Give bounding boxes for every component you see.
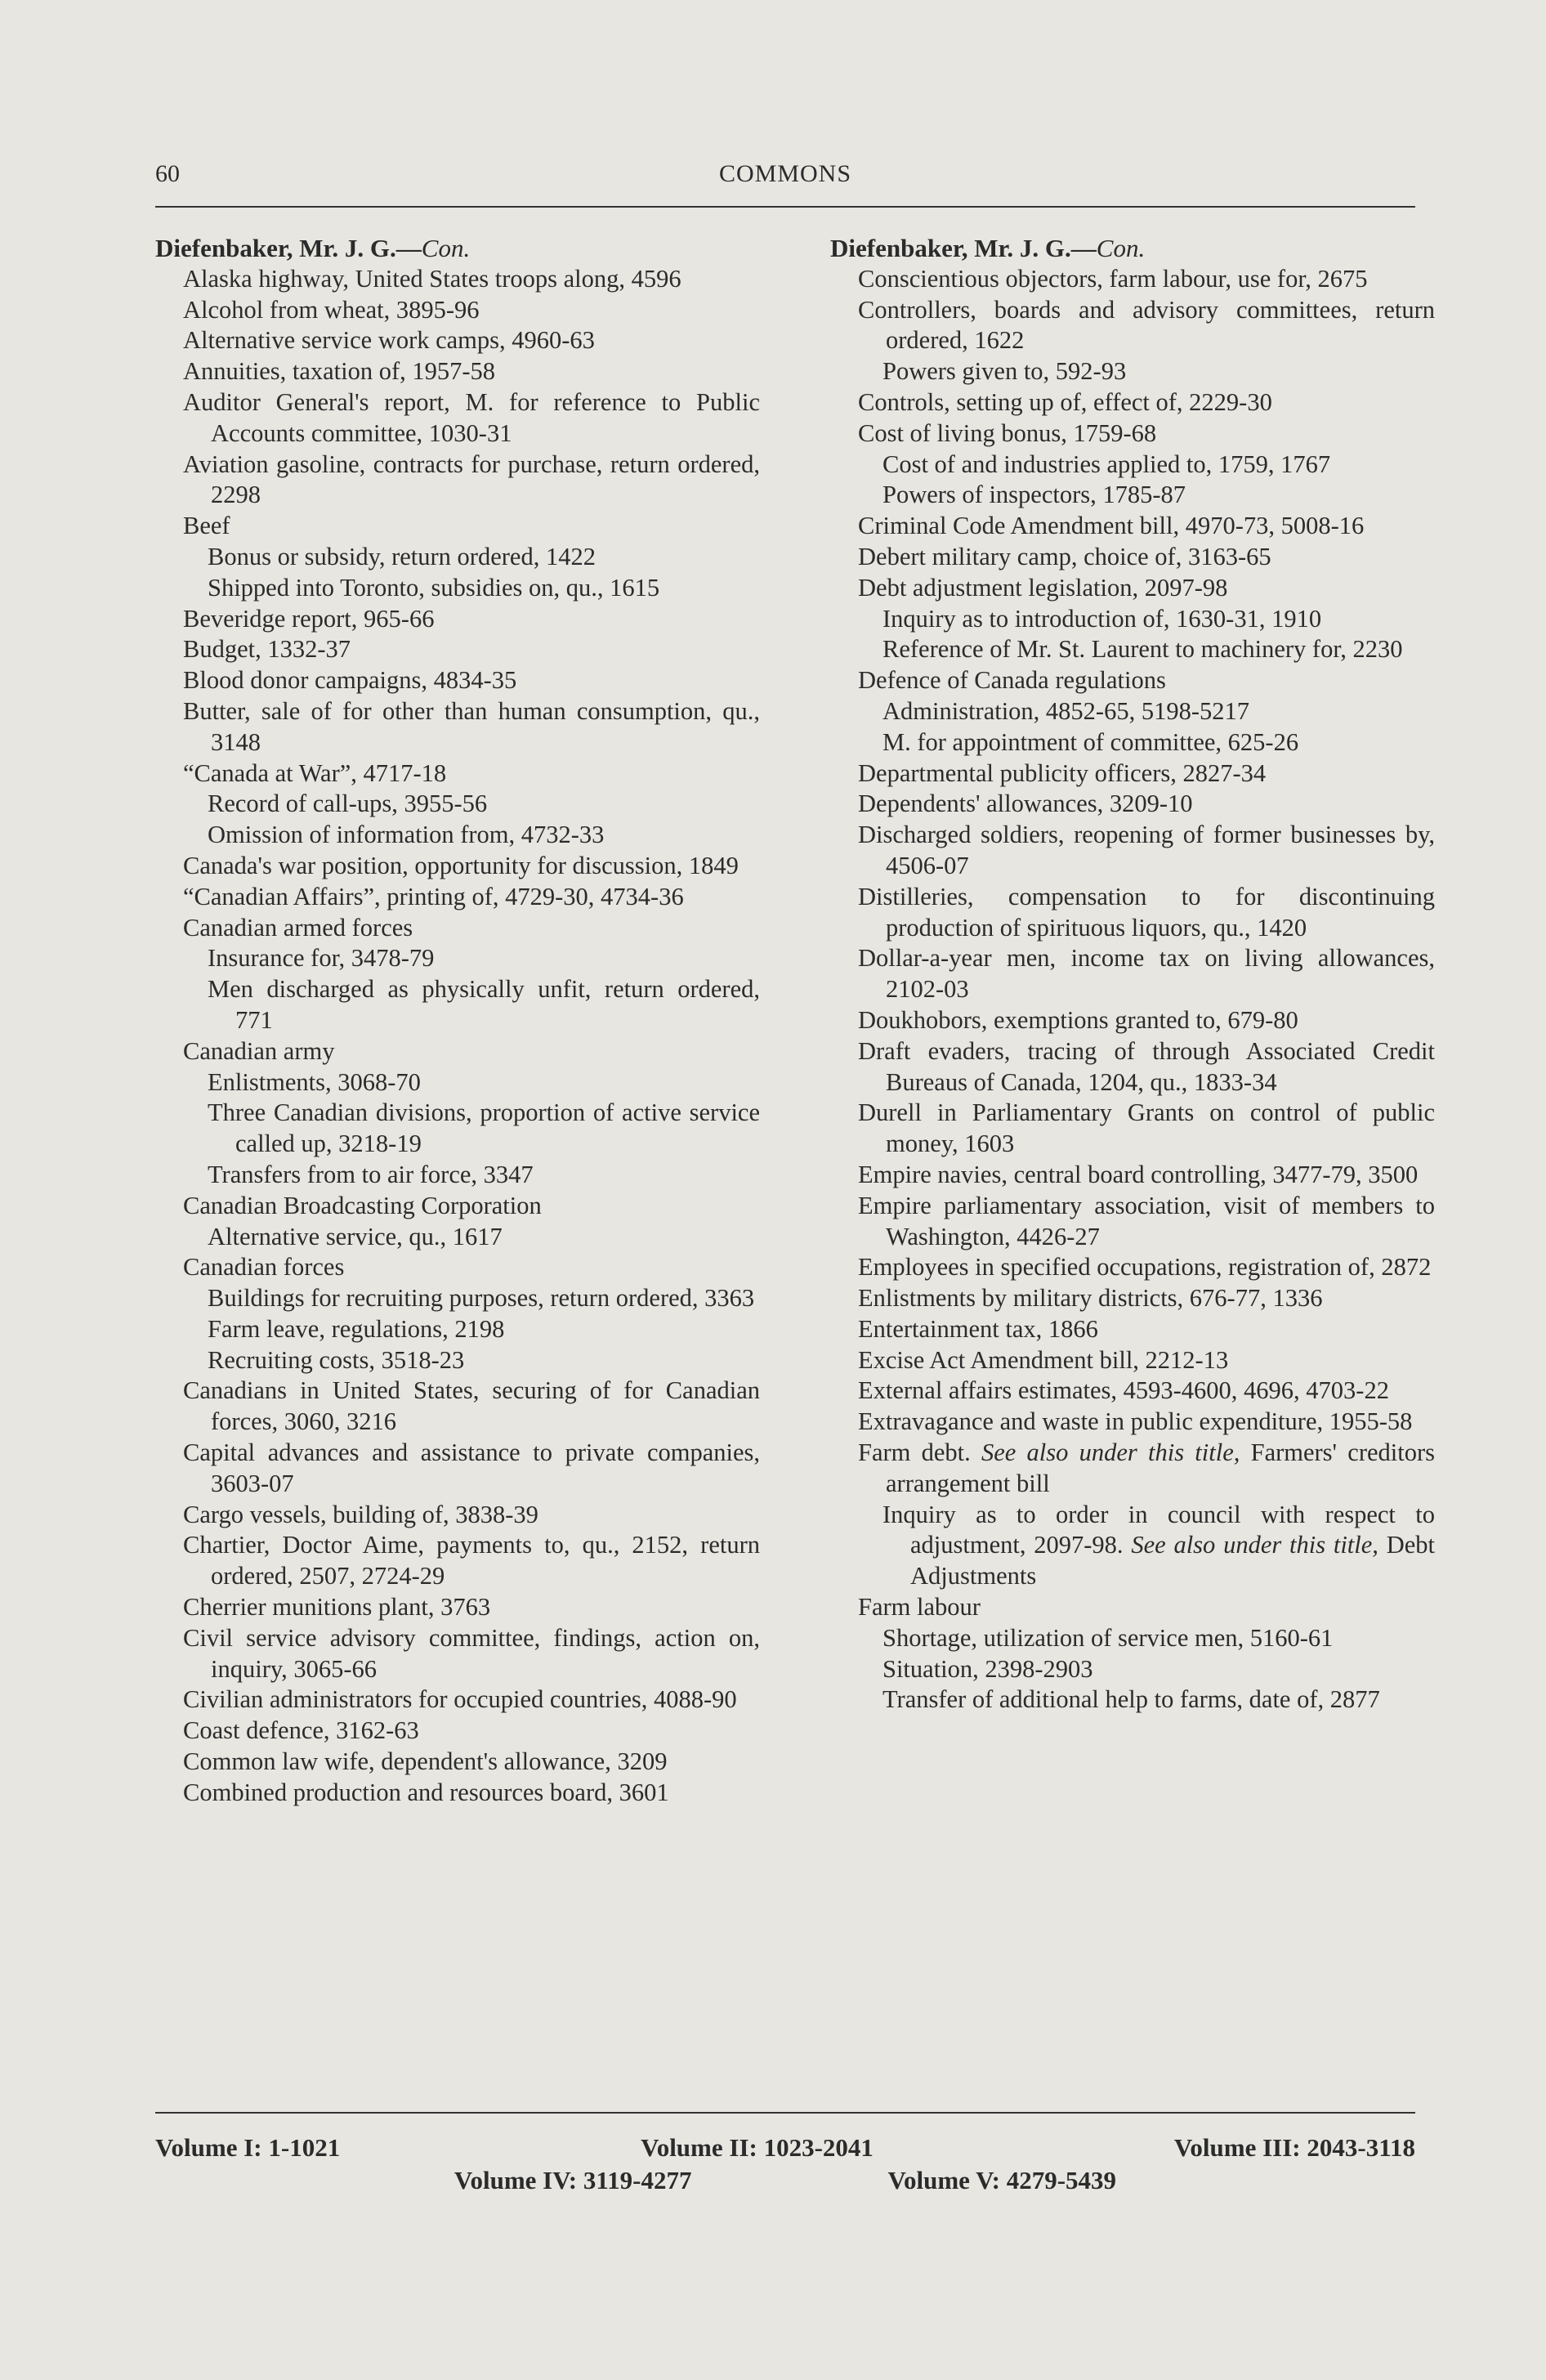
right-column — [830, 233, 1435, 1716]
index-entry: Doukhobors, exemptions granted to, 679-80 — [858, 1005, 1298, 1034]
left-column — [155, 233, 760, 1809]
footer-row — [155, 2133, 1415, 2166]
index-entry: Chartier, Doctor Aime, payments to, qu., 2152, return ordered, 2507, 2724-29 — [183, 1531, 760, 1590]
index-entry: Coast defence, 3162-63 — [183, 1716, 419, 1745]
index-entry: Empire navies, central board controlling, 3477-79, 3500 — [858, 1160, 1419, 1188]
index-subentry: Transfer of additional help to farms, date of, 2877 — [882, 1685, 1380, 1714]
index-entry: Annuities, taxation of, 1957-58 — [183, 357, 496, 386]
index-subentry: Alternative service, qu., 1617 — [208, 1222, 503, 1250]
index-subentry: Farm leave, regulations, 2198 — [208, 1314, 505, 1343]
entry-text: Debt Adjustments — [910, 1531, 1435, 1590]
index-subentry: Powers of inspectors, 1785-87 — [882, 481, 1186, 509]
index-entry: Extravagance and waste in public expenditure, 1955-58 — [858, 1407, 1413, 1436]
index-entry: External affairs estimates, 4593-4600, 4696, 4703-22 — [858, 1376, 1389, 1405]
index-entry: Employees in specified occupations, registration of, 2872 — [858, 1253, 1432, 1282]
index-entry: Budget, 1332-37 — [183, 635, 351, 664]
index-entry: Debert military camp, choice of, 3163-65 — [858, 542, 1271, 570]
index-entry: Dependents' allowances, 3209-10 — [858, 790, 1193, 818]
entry-text: Inquiry as to order in council with respect to adjustment, 2097-98. — [882, 1500, 1435, 1559]
index-entry: Controls, setting up of, effect of, 2229-30 — [858, 387, 1272, 416]
index-subentry: Enlistments, 3068-70 — [208, 1067, 421, 1096]
index-entry: Canadian armed forces — [183, 913, 413, 942]
index-entry: Empire parliamentary association, visit of members to Washington, 4426-27 — [858, 1191, 1435, 1250]
index-subentry: Three Canadian divisions, proportion of active service called up, 3218-19 — [208, 1098, 760, 1158]
index-subentry: Reference of Mr. St. Laurent to machinery for, 2230 — [882, 635, 1403, 664]
page-header — [155, 160, 1415, 201]
index-subentry: Insurance for, 3478-79 — [208, 944, 435, 973]
index-subentry: Administration, 4852-65, 5198-5217 — [882, 696, 1249, 725]
index-subentry: Bonus or subsidy, return ordered, 1422 — [208, 542, 596, 570]
index-subentry: Omission of information from, 4732-33 — [208, 821, 605, 849]
index-entry: Alternative service work camps, 4960-63 — [183, 326, 595, 355]
index-entry: Enlistments by military districts, 676-77, 1336 — [858, 1284, 1323, 1313]
index-entry: Dollar-a-year men, income tax on living allowances, 2102-03 — [858, 944, 1435, 1004]
index-subentry: Situation, 2398-2903 — [882, 1654, 1093, 1683]
index-subentry: M. for appointment of committee, 625-26 — [882, 727, 1299, 756]
index-subentry: Shortage, utilization of service men, 5160-61 — [882, 1623, 1334, 1652]
index-heading — [155, 233, 760, 264]
index-subentry: Buildings for recruiting purposes, return ordered, 3363 — [208, 1284, 755, 1313]
index-entry: Canada's war position, opportunity for discussion, 1849 — [183, 851, 739, 879]
left-entry-list — [155, 264, 760, 1809]
index-entry — [830, 1438, 1435, 1500]
index-subentry: Cost of and industries applied to, 1759, 1767 — [882, 450, 1331, 478]
index-entry: Combined production and resources board, 3601 — [183, 1778, 669, 1806]
index-entry: Beef — [183, 512, 230, 540]
volume-footer — [155, 2133, 1415, 2199]
cross-reference: See also under this title, — [1131, 1531, 1378, 1559]
heading-name: Diefenbaker, Mr. J. G.— — [155, 234, 422, 262]
index-entry: Cargo vessels, building of, 3838-39 — [183, 1500, 538, 1528]
header-rule — [155, 206, 1415, 208]
volume-5-range: Volume V: 4279-5439 — [887, 2166, 1117, 2194]
index-entry: Cost of living bonus, 1759-68 — [858, 418, 1157, 447]
index-entry: Excise Act Amendment bill, 2212-13 — [858, 1345, 1229, 1374]
footer-rule — [155, 2112, 1415, 2114]
index-entry: Canadian forces — [183, 1253, 345, 1282]
entry-text: Farm debt. — [858, 1438, 981, 1467]
footer-row — [155, 2166, 1415, 2199]
index-entry: Auditor General's report, M. for reference to Public Accounts committee, 1030-31 — [183, 387, 760, 447]
index-entry: Discharged soldiers, reopening of former businesses by, 4506-07 — [858, 821, 1435, 879]
index-entry: Distilleries, compensation to for discontinuing production of spirituous liquors, qu., 1420 — [858, 882, 1435, 942]
index-heading — [830, 233, 1435, 264]
index-entry: Alaska highway, United States troops along, 4596 — [183, 264, 681, 293]
volume-4-range: Volume IV: 3119-4277 — [454, 2166, 692, 2194]
index-entry: Alcohol from wheat, 3895-96 — [183, 295, 480, 324]
index-entry: Durell in Parliamentary Grants on control of public money, 1603 — [858, 1098, 1435, 1158]
heading-continued: Con. — [1096, 234, 1146, 262]
index-subentry: Shipped into Toronto, subsidies on, qu., 1615 — [208, 573, 660, 602]
index-entry: “Canadian Affairs”, printing of, 4729-30, 4734-36 — [183, 882, 684, 910]
index-entry: Conscientious objectors, farm labour, use for, 2675 — [858, 264, 1368, 293]
index-entry: Canadian Broadcasting Corporation — [183, 1191, 542, 1219]
index-subentry: Record of call-ups, 3955-56 — [208, 790, 488, 818]
index-subentry: Men discharged as physically unfit, return ordered, 771 — [208, 975, 760, 1034]
index-entry: Draft evaders, tracing of through Associated Credit Bureaus of Canada, 1204, qu., 1833-34 — [858, 1036, 1435, 1096]
heading-continued: Con. — [421, 234, 471, 262]
volume-1-range: Volume I: 1-1021 — [155, 2133, 341, 2162]
index-entry: Entertainment tax, 1866 — [858, 1314, 1098, 1343]
index-entry: Canadians in United States, securing of for Canadian forces, 3060, 3216 — [183, 1376, 760, 1436]
index-entry: Cherrier munitions plant, 3763 — [183, 1593, 491, 1622]
index-entry: Canadian army — [183, 1036, 335, 1065]
index-entry: Defence of Canada regulations — [858, 666, 1166, 695]
index-subentry: Powers given to, 592-93 — [882, 357, 1127, 386]
index-entry: Civilian administrators for occupied countries, 4088-90 — [183, 1685, 737, 1714]
cross-reference: See also under this title, — [981, 1438, 1240, 1467]
index-entry: Common law wife, dependent's allowance, 3209 — [183, 1747, 668, 1776]
volume-3-range: Volume III: 2043-3118 — [1173, 2133, 1415, 2162]
index-entry: Beveridge report, 965-66 — [183, 604, 435, 633]
heading-name: Diefenbaker, Mr. J. G.— — [830, 234, 1097, 262]
index-entry: Butter, sale of for other than human consumption, qu., 3148 — [183, 696, 760, 756]
volume-2-range: Volume II: 1023-2041 — [641, 2133, 874, 2162]
index-entry: Civil service advisory committee, findings, action on, inquiry, 3065-66 — [183, 1623, 760, 1683]
index-subentry: Inquiry as to introduction of, 1630-31, 1910 — [882, 604, 1322, 633]
index-subentry — [830, 1500, 1435, 1592]
index-entry: Farm labour — [858, 1593, 981, 1622]
index-entry: Blood donor campaigns, 4834-35 — [183, 666, 517, 695]
index-entry: Controllers, boards and advisory committees, return ordered, 1622 — [858, 295, 1435, 355]
index-entry: “Canada at War”, 4717-18 — [183, 758, 447, 787]
index-entry: Departmental publicity officers, 2827-34 — [858, 758, 1267, 787]
right-entry-list — [830, 264, 1435, 1716]
index-subentry: Transfers from to air force, 3347 — [208, 1160, 534, 1188]
page-number: 60 — [155, 160, 180, 187]
index-entry: Aviation gasoline, contracts for purchase, return ordered, 2298 — [183, 450, 760, 509]
index-entry: Criminal Code Amendment bill, 4970-73, 5008-16 — [858, 512, 1365, 540]
running-head: COMMONS — [718, 160, 852, 187]
index-entry: Debt adjustment legislation, 2097-98 — [858, 573, 1228, 602]
index-subentry: Recruiting costs, 3518-23 — [208, 1345, 465, 1374]
entry-text: Farmers' creditors arrangement bill — [886, 1438, 1435, 1497]
index-entry: Capital advances and assistance to private companies, 3603-07 — [183, 1438, 760, 1497]
